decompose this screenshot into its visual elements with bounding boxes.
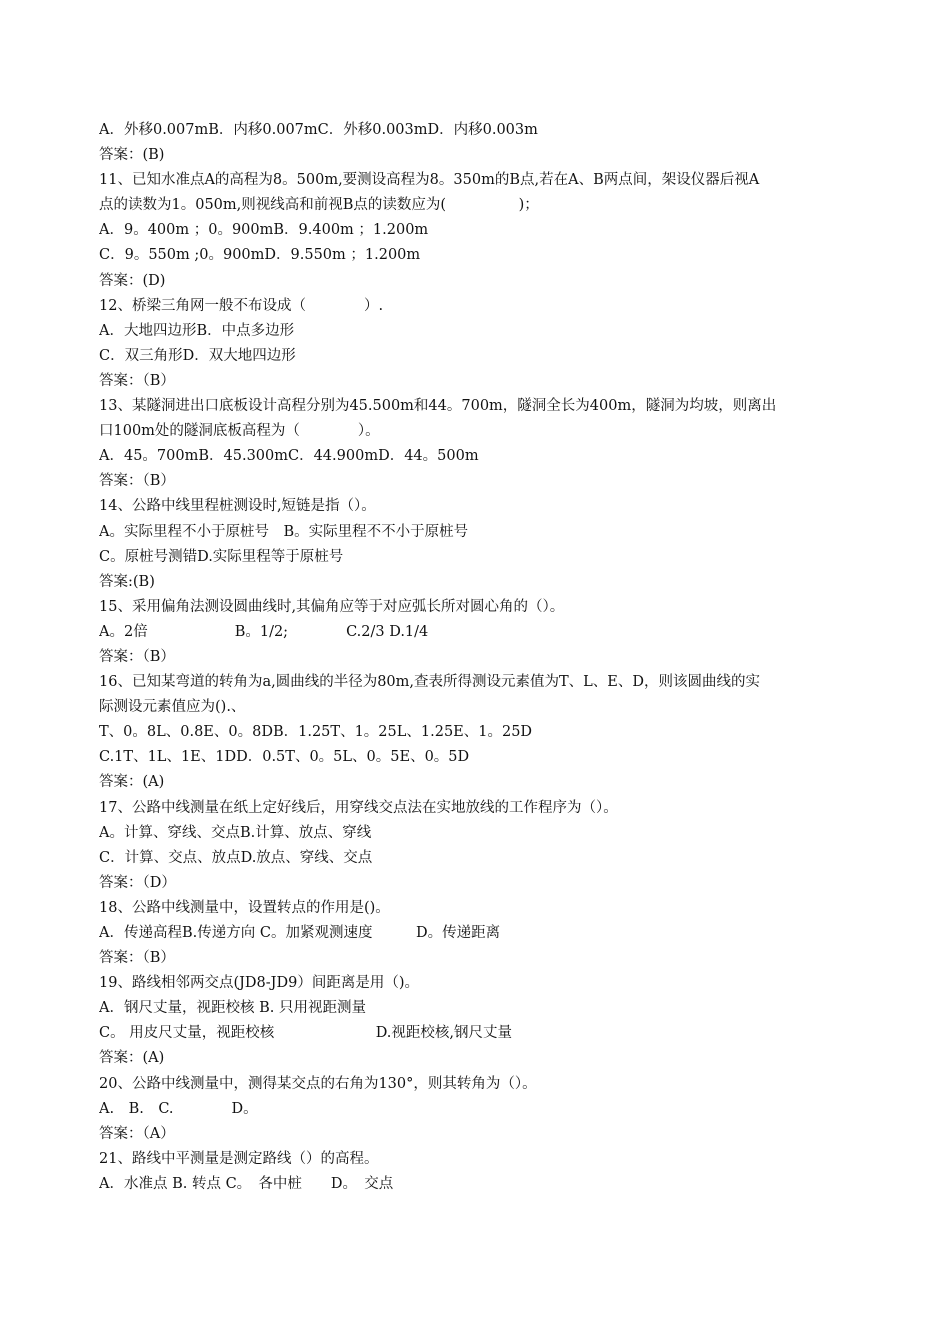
option-line: A。计算、穿线、交点B.计算、放点、穿线 <box>99 824 372 841</box>
answer-line: 答案：(A) <box>99 1050 165 1067</box>
question-16: 16、已知某弯道的转角为a,圆曲线的半径为80m,查表所得测设元素值为T、L、E、D，则该圆曲线的实 <box>99 674 761 691</box>
answer-line: 答案：（B） <box>99 950 175 967</box>
question-19: 19、路线相邻两交点(JD8-JD9）间距离是用（)。 <box>99 975 419 992</box>
answer-line: 答案：（D） <box>99 874 176 891</box>
option-line: C。原桩号测错D.实际里程等于原桩号 <box>99 548 344 565</box>
question-21: 21、路线中平测量是测定路线（）的高程。 <box>99 1150 379 1167</box>
question-11-cont: 点的读数为1。050m,则视线高和前视B点的读数应为( )； <box>99 197 539 214</box>
question-17: 17、公路中线测量在纸上定好线后，用穿线交点法在实地放线的工作程序为（）。 <box>99 799 618 816</box>
answer-line: 答案：(B) <box>99 147 165 164</box>
option-line: A．外移0.007mB．内移0.007mC．外移0.003mD．内移0.003m <box>99 122 538 138</box>
answer-line: 答案：（B） <box>99 372 175 389</box>
answer-line: 答案：(D) <box>99 272 166 289</box>
option-line: A．钢尺丈量，视距校核 B. 只用视距测量 <box>99 1000 366 1017</box>
question-14: 14、公路中线里程桩测设时,短链是指（）。 <box>99 498 376 515</box>
question-13: 13、某隧洞进出口底板设计高程分别为45.500m和44。700m，隧洞全长为400m，隧洞为均坡，则离出 <box>99 398 777 415</box>
option-line: A。2倍 B。1/2; C.2/3 D.1/4 <box>99 623 429 640</box>
document-body <box>99 118 859 1197</box>
option-line: A．9。400m ；0。900mB．9.400m ；1.200m <box>99 222 429 239</box>
question-20: 20、公路中线测量中，测得某交点的右角为130°，则其转角为（）。 <box>99 1075 537 1092</box>
option-line: C．双三角形D．双大地四边形 <box>99 347 296 364</box>
answer-line: 答案：（A） <box>99 1125 175 1142</box>
option-line: A．传递高程B.传递方向 C。加紧观测速度 D。传递距离 <box>99 925 501 941</box>
question-12: 12、桥梁三角网一般不布设成（ ）. <box>99 297 384 314</box>
option-line: C。 用皮尺丈量，视距校核 D.视距校核,钢尺丈量 <box>99 1025 513 1042</box>
option-line: C．计算、交点、放点D.放点、穿线、交点 <box>99 849 373 866</box>
option-line: A．水准点 B. 转点 C。 各中桩 D。 交点 <box>99 1175 394 1192</box>
question-16-cont: 际测设元素值应为().、 <box>99 699 246 716</box>
answer-line: 答案：（B） <box>99 473 175 490</box>
answer-line: 答案：(A) <box>99 774 165 791</box>
answer-line: 答案:(B) <box>99 573 155 590</box>
option-line: T、0。8L、0.8E、0。8DB．1.25T、1。25L、1.25E、1。25D <box>99 724 533 741</box>
question-15: 15、采用偏角法测设圆曲线时,其偏角应等于对应弧长所对圆心角的（）。 <box>99 598 565 615</box>
question-13-cont: 口100m处的隧洞底板高程为（ ）。 <box>99 423 380 440</box>
option-line: A．45。700mB．45.300mC．44.900mD．44。500m <box>99 448 479 465</box>
question-11: 11、已知水准点A的高程为8。500m,要测设高程为8。350m的B点,若在A、B两点间，架设仪器后视A <box>99 172 760 189</box>
option-line: A. B. C. D。 <box>99 1100 258 1117</box>
option-line: A．大地四边形B．中点多边形 <box>99 322 295 339</box>
option-line: A。实际里程不小于原桩号 B。实际里程不不小于原桩号 <box>99 523 469 540</box>
option-line: C．9。550m ;0。900mD．9.550m ；1.200m <box>99 247 421 264</box>
question-18: 18、公路中线测量中，设置转点的作用是()。 <box>99 899 390 916</box>
answer-line: 答案：（B） <box>99 648 175 665</box>
option-line: C.1T、1L、1E、1DD．0.5T、0。5L、0。5E、0。5D <box>99 749 470 766</box>
